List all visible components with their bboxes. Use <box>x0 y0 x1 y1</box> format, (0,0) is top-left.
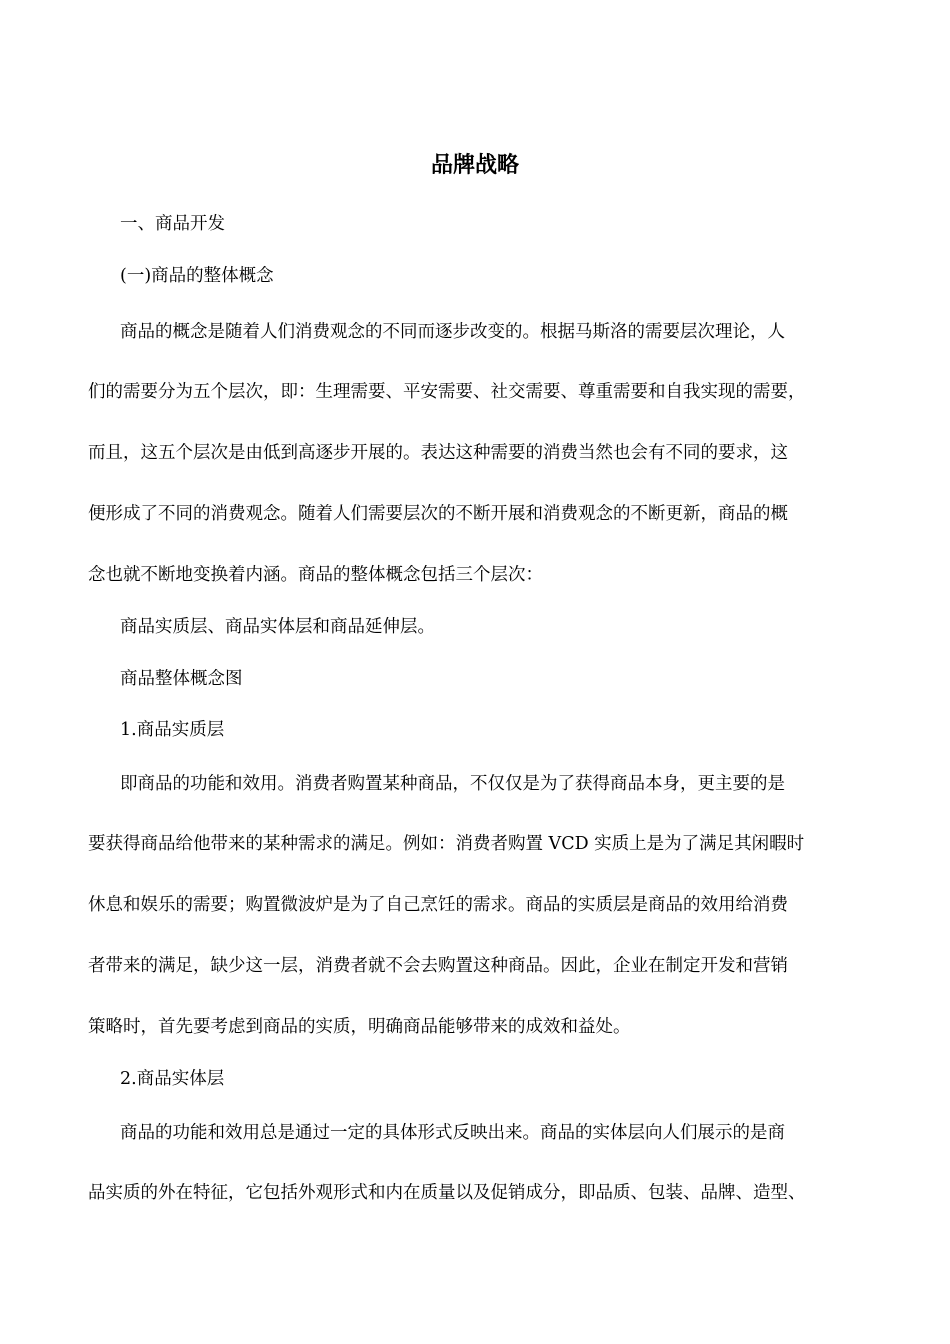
paragraph-line: 即商品的功能和效用。消费者购置某种商品，不仅仅是为了获得商品本身，更主要的是 <box>120 774 785 794</box>
section-heading: 一、商品开发 <box>120 214 225 234</box>
document-title: 品牌战略 <box>430 153 519 178</box>
figure-caption: 商品整体概念图 <box>120 669 243 689</box>
paragraph-line: 策略时，首先要考虑到商品的实质，明确商品能够带来的成效和益处。 <box>88 1017 631 1037</box>
paragraph-line: 要获得商品给他带来的某种需求的满足。例如：消费者购置 VCD 实质上是为了满足其闲暇时 <box>88 834 805 854</box>
paragraph-line: 而且，这五个层次是由低到高逐步开展的。表达这种需要的消费当然也会有不同的要求，这 <box>88 443 788 463</box>
paragraph-line: 便形成了不同的消费观念。随着人们需要层次的不断开展和消费观念的不断更新，商品的概 <box>88 504 788 524</box>
paragraph-line: 商品的功能和效用总是通过一定的具体形式反映出来。商品的实体层向人们展示的是商 <box>120 1123 785 1143</box>
paragraph-line: 们的需要分为五个层次，即：生理需要、平安需要、社交需要、尊重需要和自我实现的需要， <box>88 382 806 402</box>
paragraph-line: 商品实质层、商品实体层和商品延伸层。 <box>120 617 435 637</box>
subsection-heading: (一)商品的整体概念 <box>120 266 274 286</box>
paragraph-line: 品实质的外在特征，它包括外观形式和内在质量以及促销成分，即品质、包装、品牌、造型、 <box>88 1183 806 1203</box>
paragraph-line: 念也就不断地变换着内涵。商品的整体概念包括三个层次： <box>88 565 543 585</box>
paragraph-line: 者带来的满足，缺少这一层，消费者就不会去购置这种商品。因此，企业在制定开发和营销 <box>88 956 788 976</box>
paragraph-line: 商品的概念是随着人们消费观念的不同而逐步改变的。根据马斯洛的需要层次理论，人 <box>120 322 785 342</box>
item-heading: 1.商品实质层 <box>120 720 225 740</box>
item-heading: 2.商品实体层 <box>120 1069 225 1089</box>
paragraph-line: 休息和娱乐的需要；购置微波炉是为了自己烹饪的需求。商品的实质层是商品的效用给消费 <box>88 895 788 915</box>
